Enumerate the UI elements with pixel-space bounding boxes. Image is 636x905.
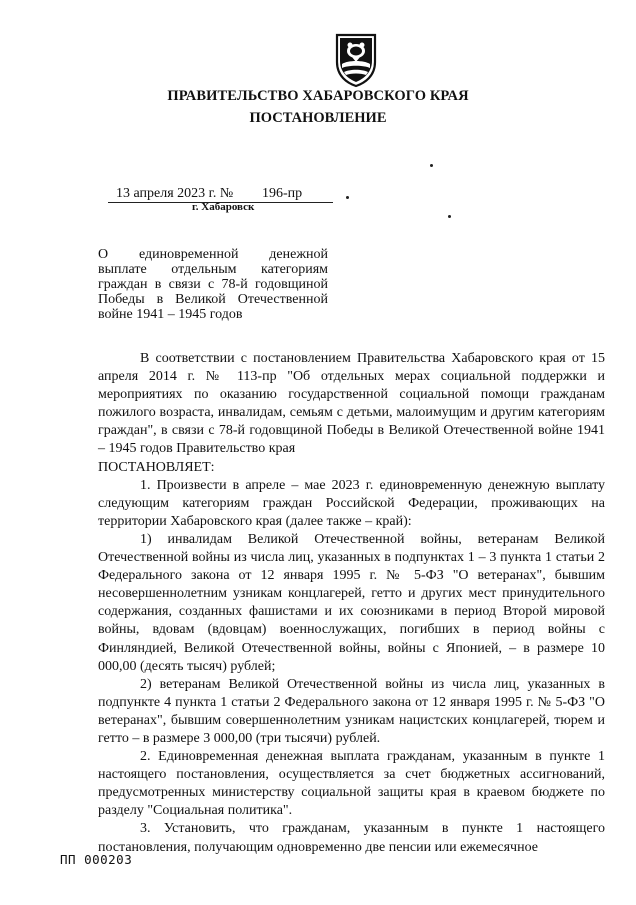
subject-line: граждан в связи с 78-й годовщиной — [98, 277, 328, 292]
document-body — [98, 350, 605, 857]
form-code: ПП 000203 — [60, 852, 133, 867]
resolves-heading: ПОСТАНОВЛЯЕТ: — [98, 459, 215, 475]
document-type: ПОСТАНОВЛЕНИЕ — [249, 110, 387, 126]
subject-line: Победы в Великой Отечественной — [98, 292, 328, 307]
document-number: 196-пр — [262, 186, 303, 201]
speck — [430, 164, 433, 167]
document-city: г. Хабаровск — [192, 201, 255, 213]
clause-3: 3. Установить, что гражданам, указанным в пункте 1 настоящего постановления, получающим одновременно две пенсии или ежемесячное — [98, 821, 605, 855]
speck — [346, 196, 349, 199]
clause-1-subitem-1: 1) инвалидам Великой Отечественной войны, ветеранам Великой Отечественной войны из числа лиц, указанных в подпунктах 1 – 3 пункта 1 статьи 2 Федерального закона от 12 января 1995 г. № 5-ФЗ "О ветеранах", бывшим несовершеннолетним узникам концлагерей, гетто и других мест принудительного содержания, созданных фашистами и их союзниками в период Второй мировой войны, вдовам (вдовцам) военнослужащих, погибших в период войны с Финляндией, Великой Отечественной войны, войны с Японией, – в размере 10 000,00 (десять тысяч) рублей; — [98, 531, 605, 674]
speck — [448, 215, 451, 218]
clause-1: 1. Произвести в апреле – мае 2023 г. единовременную денежную выплату следующим категориям граждан Российской Федерации, проживающих на территории Хабаровского края (далее также – край): — [98, 477, 605, 529]
subject-line: О единовременной денежной — [98, 247, 328, 262]
khabarovsk-krai-coat-of-arms-icon — [334, 32, 378, 88]
document-date: 13 апреля 2023 г. № — [116, 186, 234, 201]
subject-line: выплате отдельным категориям — [98, 262, 328, 277]
government-title: ПРАВИТЕЛЬСТВО ХАБАРОВСКОГО КРАЯ — [167, 88, 469, 104]
preamble-paragraph: В соответствии с постановлением Правительства Хабаровского края от 15 апреля 2014 г. № 113-пр "Об отдельных мерах социальной поддержки и мероприятиях по оказанию государственной социальной помощи гражданам пожилого возраста, инвалидам, семьям с детьми, малоимущим и другим категориям граждан", в связи с 78-й годовщиной Победы в Великой Отечественной войне 1941 – 1945 годов Правительство края — [98, 351, 605, 457]
clause-1-subitem-2: 2) ветеранам Великой Отечественной войны из числа лиц, указанных в подпункте 4 пункта 1 статьи 2 Федерального закона от 12 января 1995 г. № 5-ФЗ "О ветеранах", бывшим совершеннолетним узникам нацистских концлагерей, тюрем и гетто – в размере 3 000,00 (три тысячи) рублей. — [98, 676, 605, 746]
clause-2: 2. Единовременная денежная выплата гражданам, указанным в пункте 1 настоящего постановления, осуществляется за счет бюджетных ассигнований, предусмотренных министерству социальной защиты края в краевом бюджете по разделу "Социальная политика". — [98, 749, 605, 819]
document-subject — [98, 247, 328, 322]
subject-line: войне 1941 – 1945 годов — [98, 307, 243, 322]
